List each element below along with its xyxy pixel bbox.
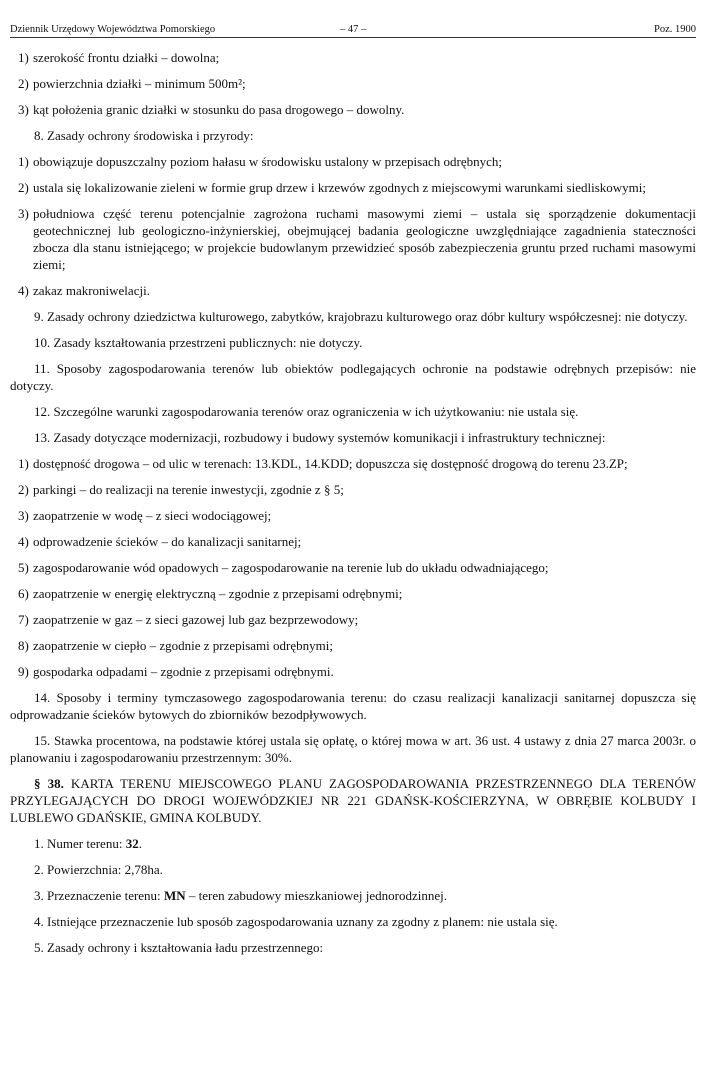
section-10: 10. Zasady kształtowania przestrzeni publicznych: nie dotyczy. xyxy=(34,335,363,350)
list-item-text: szerokość frontu działki – dowolna; xyxy=(33,50,220,65)
page-header xyxy=(10,24,696,38)
list-item xyxy=(10,663,696,680)
list-environment xyxy=(10,153,696,299)
list-item xyxy=(10,153,696,170)
list-item xyxy=(10,637,696,654)
list-item-text: ustala się lokalizowanie zieleni w formie grup drzew i krzewów zgodnych z miejscowymi warunkami siedliskowymi; xyxy=(33,180,646,195)
list-item-text: zagospodarowanie wód opadowych – zagospodarowanie na terenie lub do układu odwadniającego; xyxy=(33,560,549,575)
list-item xyxy=(10,179,696,196)
list-item-text: zakaz makroniwelacji. xyxy=(33,283,150,298)
list-item-number: 7) xyxy=(18,612,29,627)
section-14: 14. Sposoby i terminy tymczasowego zagospodarowania terenu: do czasu realizacji kanalizacji sanitarnej dopuszcza się odprowadzanie ścieków bytowych do zbiorników bezodpływowych. xyxy=(10,690,696,722)
list-item-text: odprowadzenie ścieków – do kanalizacji sanitarnej; xyxy=(33,534,302,549)
point-3-end: – teren zabudowy mieszkaniowej jednorodzinnej. xyxy=(185,888,447,903)
point-2: 2. Powierzchnia: 2,78ha. xyxy=(34,862,163,877)
section-15: 15. Stawka procentowa, na podstawie której ustala się opłatę, o której mowa w art. 36 ust. 4 ustawy z dnia 27 marca 2003r. o planowaniu i zagospodarowaniu przestrzennym: 30%. xyxy=(10,733,696,765)
list-item xyxy=(10,533,696,550)
list-item-number: 9) xyxy=(18,664,29,679)
paragraph-38-heading xyxy=(10,775,696,826)
list-item-number: 6) xyxy=(18,586,29,601)
paragraph-38-label: § 38. xyxy=(34,776,64,791)
list-item-number: 1) xyxy=(18,50,29,65)
list-item-text: powierzchnia działki – minimum 500m²; xyxy=(33,76,246,91)
point-1-end: . xyxy=(138,836,142,851)
list-item-text: zaopatrzenie w ciepło – zgodnie z przepisami odrębnymi; xyxy=(33,638,333,653)
section-13: 13. Zasady dotyczące modernizacji, rozbudowy i budowy systemów komunikacji i infrastruktury technicznej: xyxy=(34,430,606,445)
list-item-text: kąt położenia granic działki w stosunku do pasa drogowego – dowolny. xyxy=(33,102,405,117)
list-item-number: 3) xyxy=(18,508,29,523)
section-9: 9. Zasady ochrony dziedzictwa kulturowego, zabytków, krajobrazu kulturowego oraz dóbr kultury współczesnej: nie dotyczy. xyxy=(34,309,688,324)
list-item xyxy=(10,101,696,118)
list-item xyxy=(10,611,696,628)
journal-title: Dziennik Urzędowy Województwa Pomorskiego xyxy=(10,24,216,35)
list-item xyxy=(10,205,696,273)
list-item-number: 5) xyxy=(18,560,29,575)
document-body xyxy=(10,49,696,956)
list-item-number: 2) xyxy=(18,76,29,91)
list-item-number: 3) xyxy=(18,206,29,221)
point-1 xyxy=(10,835,696,852)
list-item xyxy=(10,455,696,472)
list-item-text: zaopatrzenie w gaz – z sieci gazowej lub gaz bezprzewodowy; xyxy=(33,612,359,627)
list-item-number: 2) xyxy=(18,180,29,195)
list-item-number: 2) xyxy=(18,482,29,497)
list-item-text: obowiązuje dopuszczalny poziom hałasu w środowisku ustalony w przepisach odrębnych; xyxy=(33,154,502,169)
list-item xyxy=(10,481,696,498)
point-3 xyxy=(10,887,696,904)
list-item-number: 3) xyxy=(18,102,29,117)
list-item-number: 8) xyxy=(18,638,29,653)
list-lot-params xyxy=(10,49,696,118)
point-3-value: MN xyxy=(163,888,186,903)
list-item xyxy=(10,559,696,576)
list-item xyxy=(10,75,696,92)
list-item-number: 1) xyxy=(18,456,29,471)
point-5: 5. Zasady ochrony i kształtowania ładu przestrzennego: xyxy=(34,940,324,955)
section-11: 11. Sposoby zagospodarowania terenów lub obiektów podlegających ochronie na podstawie odrębnych przepisów: nie dotyczy. xyxy=(10,361,696,393)
point-1-label: 1. Numer terenu: xyxy=(34,836,126,851)
position-number: Poz. 1900 xyxy=(654,24,696,35)
list-item-text: gospodarka odpadami – zgodnie z przepisami odrębnymi. xyxy=(33,664,334,679)
list-item xyxy=(10,585,696,602)
list-item-number: 4) xyxy=(18,534,29,549)
point-4: 4. Istniejące przeznaczenie lub sposób zagospodarowania uznany za zgodny z planem: nie ustala się. xyxy=(34,914,558,929)
section-12: 12. Szczególne warunki zagospodarowania terenów oraz ograniczenia w ich użytkowaniu: nie ustala się. xyxy=(34,404,579,419)
section-8: 8. Zasady ochrony środowiska i przyrody: xyxy=(34,128,254,143)
list-item xyxy=(10,282,696,299)
point-1-value: 32 xyxy=(125,836,139,851)
point-3-label: 3. Przeznaczenie terenu: xyxy=(34,888,164,903)
list-item-text: zaopatrzenie w wodę – z sieci wodociągowej; xyxy=(33,508,272,523)
list-item-text: parkingi – do realizacji na terenie inwestycji, zgodnie z § 5; xyxy=(33,482,344,497)
list-item-number: 1) xyxy=(18,154,29,169)
paragraph-38-title: KARTA TERENU MIEJSCOWEGO PLANU ZAGOSPODAROWANIA PRZESTRZENNEGO DLA TERENÓW PRZYLEGAJĄCYCH DO DROGI WOJEWÓDZKIEJ NR 221 GDAŃSK-KOŚCIERZYNA, W OBRĘBIE KOLBUDY I LUBLEWO GDAŃSKIE, GMINA KOLBUDY. xyxy=(10,776,696,825)
list-item xyxy=(10,507,696,524)
list-infrastructure xyxy=(10,455,696,680)
list-item-text: zaopatrzenie w energię elektryczną – zgodnie z przepisami odrębnymi; xyxy=(33,586,403,601)
list-item-text: dostępność drogowa – od ulic w terenach: 13.KDL, 14.KDD; dopuszcza się dostępność drogową do terenu 23.ZP; xyxy=(33,456,628,471)
list-item xyxy=(10,49,696,66)
list-item-number: 4) xyxy=(18,283,29,298)
list-item-text: południowa część terenu potencjalnie zagrożona ruchami masowymi ziemi – ustala się sporządzenie dokumentacji geotechnicznej lub geologiczno-inżynierskiej, obejmującej badania geologiczne uwzględniające zagadnienia stateczności zbocza dla stanu istniejącego; w projekcie budowlanym przewidzieć sposób zabezpieczenia gruntu przed ruchami masowymi ziemi; xyxy=(33,206,696,272)
page-number: – 47 – xyxy=(340,24,367,35)
